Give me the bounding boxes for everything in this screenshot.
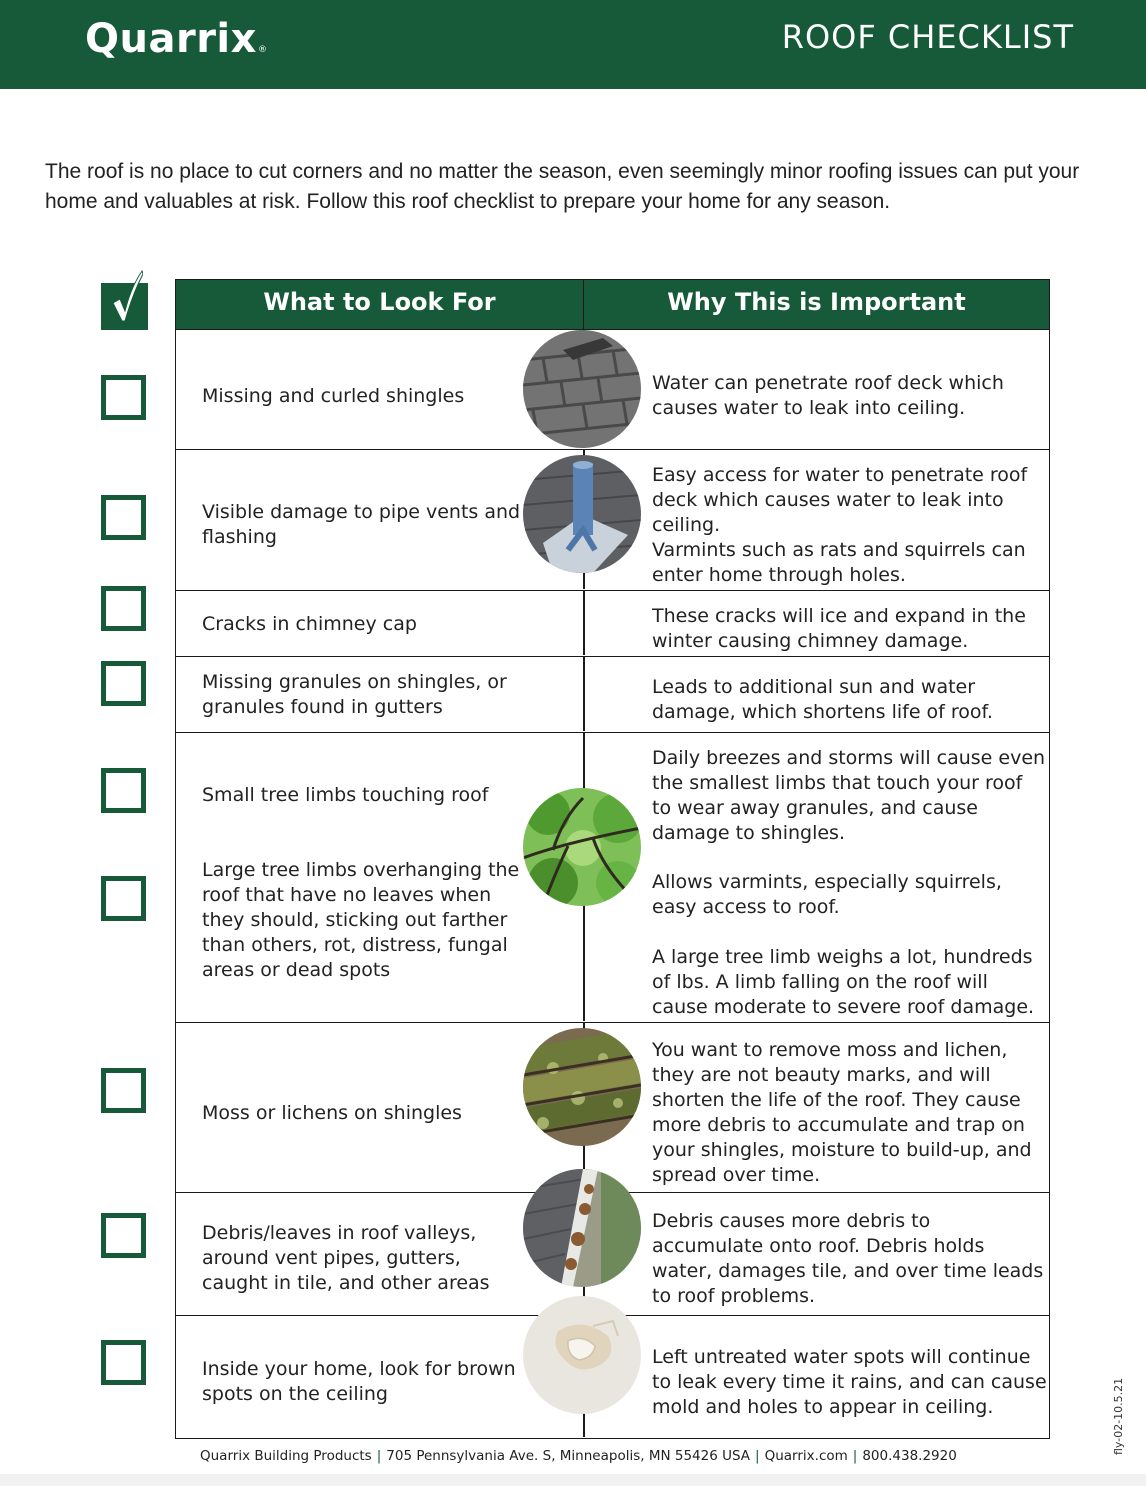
- why-text-3: A large tree limb weighs a lot, hundreds of lbs. A limb falling on the roof will cause moderate to severe roof damage.: [652, 946, 1035, 1018]
- header-bar: [0, 0, 1146, 89]
- why-text-2: Allows varmints, especially squirrels, easy access to roof.: [652, 871, 1002, 918]
- why-text-2: Varmints such as rats and squirrels can enter home through holes.: [652, 539, 1026, 586]
- column-header-why: Why This is Important: [667, 288, 966, 316]
- moss-photo: [523, 1028, 641, 1146]
- bottom-band: [0, 1474, 1146, 1486]
- look-text: Moss or lichens on shingles: [202, 1102, 462, 1124]
- checkmark-icon: [101, 283, 148, 330]
- checkbox-missing-shingles[interactable]: [101, 375, 146, 420]
- pipe-vent-photo: [523, 455, 641, 573]
- look-text: Missing granules on shingles, or granules found in gutters: [202, 671, 507, 718]
- quarrix-logo: Quarrix®: [85, 16, 268, 62]
- table-header: [175, 279, 1050, 330]
- why-text: Water can penetrate roof deck which causes water to leak into ceiling.: [652, 372, 1004, 419]
- footer: Quarrix Building Products | 705 Pennsylvania Ave. S, Minneapolis, MN 55426 USA | Quarrix.com | 800.438.2920: [200, 1448, 957, 1464]
- checkbox-chimney-cap[interactable]: [101, 586, 146, 631]
- checkbox-debris[interactable]: [101, 1213, 146, 1258]
- page-title: ROOF CHECKLIST: [781, 18, 1074, 56]
- why-text: Daily breezes and storms will cause even the smallest limbs that touch your roof to wear away granules, and cause damage to shingles.: [652, 747, 1046, 844]
- checkbox-ceiling-spots[interactable]: [101, 1340, 146, 1385]
- table-row: [175, 591, 1050, 657]
- why-text: Leads to additional sun and water damage, which shortens life of roof.: [652, 676, 993, 723]
- why-text: Easy access for water to penetrate roof deck which causes water to leak into ceiling.: [652, 464, 1028, 536]
- table-row: [175, 657, 1050, 733]
- column-header-look: What to Look For: [263, 288, 496, 316]
- look-text: Inside your home, look for brown spots on the ceiling: [202, 1358, 516, 1405]
- footer-website[interactable]: Quarrix.com: [764, 1448, 848, 1464]
- checkbox-large-limbs[interactable]: [101, 876, 146, 921]
- footer-address: 705 Pennsylvania Ave. S, Minneapolis, MN 55426 USA: [386, 1448, 751, 1464]
- checkbox-small-limbs[interactable]: [101, 768, 146, 813]
- checkbox-moss[interactable]: [101, 1068, 146, 1113]
- tree-limbs-photo: [523, 788, 641, 906]
- look-text: Small tree limbs touching roof: [202, 784, 489, 806]
- footer-company: Quarrix Building Products: [200, 1448, 372, 1464]
- ceiling-spot-photo: [523, 1296, 641, 1414]
- why-text: Left untreated water spots will continue to leak every time it rains, and can cause mold and holes to appear in ceiling.: [652, 1346, 1047, 1418]
- document-code: fly-02-10.5.21: [1112, 1377, 1125, 1455]
- why-text: These cracks will ice and expand in the winter causing chimney damage.: [652, 605, 1026, 652]
- why-text: You want to remove moss and lichen, they are not beauty marks, and will shorten the life of the roof. They cause more debris to accumulate and trap on your shingles, moisture to build-up, and spread over time.: [652, 1039, 1032, 1186]
- checkbox-pipe-vents[interactable]: [101, 495, 146, 540]
- look-text: Debris/leaves in roof valleys, around vent pipes, gutters, caught in tile, and other areas: [202, 1222, 490, 1294]
- look-text: Cracks in chimney cap: [202, 613, 417, 635]
- gutter-debris-photo: [523, 1169, 641, 1287]
- look-text: Visible damage to pipe vents and flashing: [202, 501, 521, 548]
- footer-phone: 800.438.2920: [862, 1448, 957, 1464]
- checklist-table: [175, 279, 1050, 1439]
- shingles-photo: [523, 330, 641, 448]
- look-text-2: Large tree limbs overhanging the roof that have no leaves when they should, sticking out farther than others, rot, distress, fungal areas or dead spots: [202, 859, 520, 981]
- intro-paragraph: The roof is no place to cut corners and no matter the season, even seemingly minor roofing issues can put your home and valuables at risk. Follow this roof checklist to prepare your home for any season.: [45, 160, 1080, 213]
- look-text: Missing and curled shingles: [202, 385, 465, 407]
- checkbox-granules[interactable]: [101, 661, 146, 706]
- why-text: Debris causes more debris to accumulate onto roof. Debris holds water, damages tile, and over time leads to roof problems.: [652, 1210, 1044, 1307]
